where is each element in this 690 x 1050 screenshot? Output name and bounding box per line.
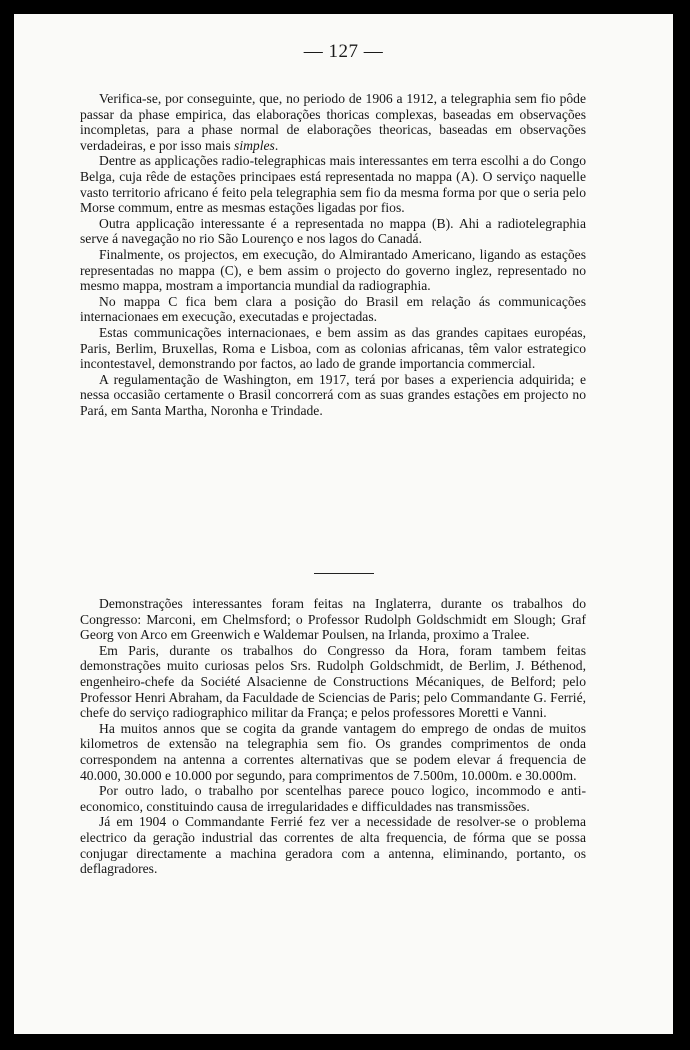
paragraph: Por outro lado, o trabalho por scentelhas parece pouco logico, incommodo e anti-economico, constituindo causa de irregularidades e difficuldades nas transmissões. xyxy=(80,783,586,814)
paragraph: No mappa C fica bem clara a posição do Brasil em relação ás communicações internacionaes em execução, executadas e projectadas. xyxy=(80,293,586,325)
paragraph: Outra applicação interessante é a representada no mappa (B). Ahi a radiotelegraphia serve á navegação no rio São Lourenço e nos lagos do Canadá. xyxy=(80,215,586,247)
paragraph: Finalmente, os projectos, em execução, do Almirantado Americano, ligando as estações representadas no mappa (C), e bem assim o projecto do governo inglez, representado no mesmo mappa, mostram a importancia mundial da radiographia. xyxy=(80,246,586,294)
paragraph: Ha muitos annos que se cogita da grande vantagem do emprego de ondas de muitos kilometros de extensão na telegraphia sem fio. Os grandes comprimentos de onda correspondem na antenna a correntes alternativas que se podem elevar á frequencia de 40.000, 30.000 e 10.000 por segundo, para comprimentos de 7.500m, 10.000m. e 30.000m. xyxy=(80,720,586,783)
paragraph: Dentre as applicações radio-telegraphicas mais interessantes em terra escolhi a do Congo Belga, cuja rêde de estações principaes está representada no mappa (A). O serviço naquelle vasto territorio africano é feito pela telegraphia sem fio da mesma forma por que o seria pelo Morse commum, entre as mesmas estações ligadas por fios. xyxy=(80,153,586,216)
text-section-2 xyxy=(80,596,586,877)
page-number: — 127 — xyxy=(303,41,384,62)
emphasis: simples xyxy=(234,137,275,153)
text-section-1 xyxy=(80,91,586,418)
paragraph: A regulamentação de Washington, em 1917, terá por bases a experiencia adquirida; e nessa occasião certamente o Brasil concorrerá com as suas grandes estações em projecto no Pará, em Santa Martha, Noronha e Trindade. xyxy=(80,371,586,418)
paragraph: Estas communicações internacionaes, e bem assim as das grandes capitaes européas, Paris, Berlim, Bruxellas, Roma e Lisboa, com as colonias africanas, têm valor estrategico incontestavel, demonstrando por factos, ao lado de grande importancia commercial. xyxy=(80,324,586,372)
paragraph: Já em 1904 o Commandante Ferrié fez ver a necessidade de resolver-se o problema electrico da geração industrial das correntes de alta frequencia, de fórma que se possa conjugar directamente a machina geradora com a antenna, eliminando, portanto, os deflagradores. xyxy=(80,814,586,877)
section-divider xyxy=(314,573,374,574)
paragraph: Demonstrações interessantes foram feitas na Inglaterra, durante os trabalhos do Congresso: Marconi, em Chelmsford; o Professor Rudolph Goldschmidt em Slough; Graf Georg von Arco em Greenwich e Waldemar Poulsen, na Irlanda, proximo a Tralee. xyxy=(80,596,586,643)
paragraph: Em Paris, durante os trabalhos do Congresso da Hora, foram tambem feitas demonstrações muito curiosas pelos Srs. Rudolph Goldschmidt, de Berlim, J. Béthenod, engenheiro-chefe da Société Alsacienne de Constructions Mécaniques, de Belford; pelo Professor Henri Abraham, da Faculdade de Sciencias de Paris; pelo Commandante G. Ferrié, chefe do serviço radiographico militar da França; e pelos professores Moretti e Vanni. xyxy=(80,642,586,721)
paragraph: Verifica-se, por conseguinte, que, no periodo de 1906 a 1912, a telegraphia sem fio pôde passar da phase empirica, das elaborações thoricas complexas, baseadas em observações incompletas, para a phase normal de elaborações theoricas, baseadas em observações verdadeiras, e por isso mais simples. xyxy=(80,91,586,153)
page-scan xyxy=(14,14,673,1034)
